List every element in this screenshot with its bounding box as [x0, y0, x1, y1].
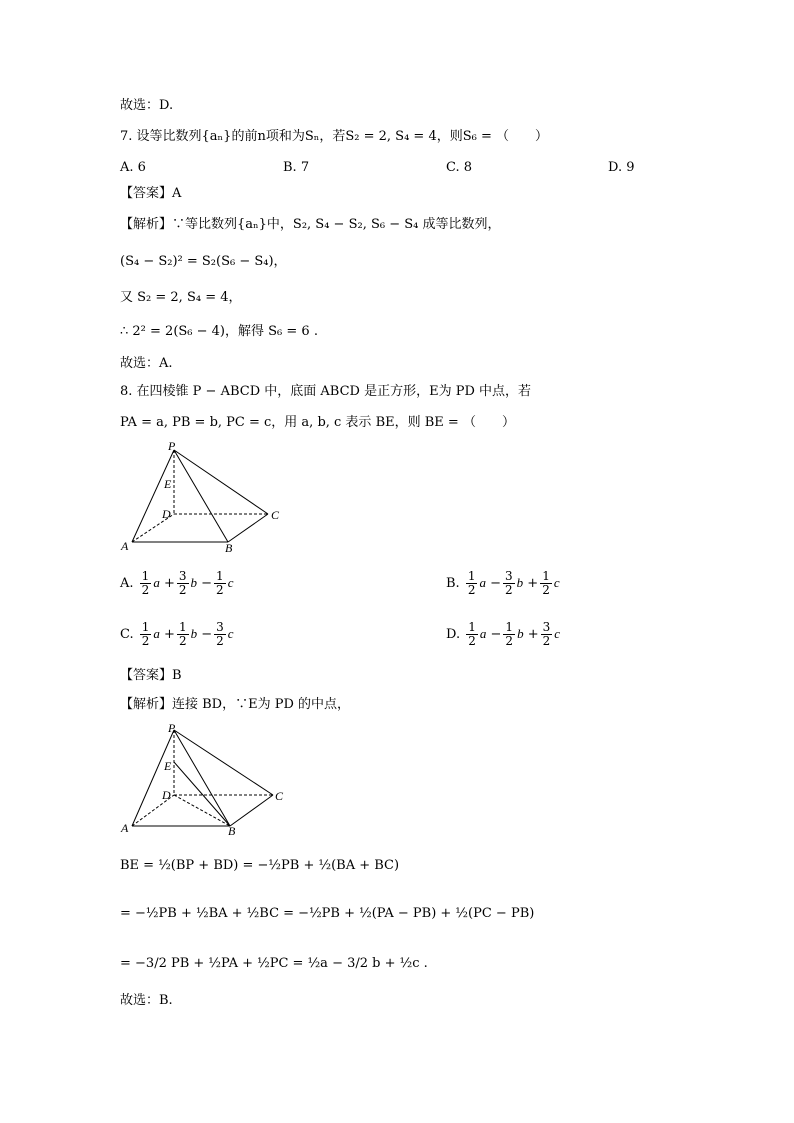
q8-stem-2: PA = a, PB = b, PC = c，用 a, b, c 表示 BE，则 BE = （ ）: [120, 415, 515, 430]
q8-analysis-1: 【解析】连接 BD，∵E为 PD 的中点，: [120, 697, 351, 712]
label-c: C: [271, 508, 280, 522]
coef-frac: $\frac{1}{2}$: [216, 569, 224, 597]
label-c: C: [275, 789, 284, 803]
q8-answer: 【答案】B: [120, 668, 182, 683]
q8-option-b: B. $\frac{1}{2}$ a − $\frac{3}{2}$ b + $\frac{1}{2}$ c: [446, 569, 560, 597]
label-e: E: [164, 477, 172, 491]
q8-eq-3: = −3/2 PB + ½PA + ½PC = ½a − 3/2 b + ½c .: [120, 956, 428, 971]
q7-analysis-1: 【解析】∵等比数列{aₙ}中，S₂, S₄ − S₂, S₆ − S₄ 成等比数列，: [120, 217, 501, 232]
q7-answer: 【答案】A: [120, 186, 182, 201]
q8-stem-1: 8. 在四棱锥 P − ABCD 中，底面 ABCD 是正方形，E为 PD 中点，若: [120, 384, 531, 399]
q8-choice: 故选：B.: [120, 993, 173, 1008]
label-e: E: [164, 759, 172, 773]
option-label: A.: [120, 576, 134, 591]
q8-option-d: D. $\frac{1}{2}$ a − $\frac{1}{2}$ b + $\frac{3}{2}$ c: [446, 620, 561, 648]
q7-analysis-2: (S₄ − S₂)² = S₂(S₆ − S₄)，: [120, 254, 287, 269]
label-d: D: [162, 507, 171, 521]
q8-eq-1: BE = ½(BP + BD) = −½PB + ½(BA + BC): [120, 858, 400, 873]
q8-eq-2: = −½PB + ½BA + ½BC = −½PB + ½(PA − PB) + ½(PC − PB): [120, 906, 535, 921]
label-p: P: [168, 722, 176, 735]
pyramid-figure: [118, 442, 288, 557]
coef-frac: $\frac{1}{2}$: [141, 569, 150, 597]
q7-option-d: D. 9: [608, 160, 635, 175]
q7-choice: 故选：A.: [120, 356, 173, 371]
q8-option-a: A. $\frac{1}{2}$ a + $\frac{3}{2}$ b − $\frac{1}{2}$ c: [120, 569, 234, 597]
q7-analysis-4: ∴ 2² = 2(S₆ − 4)，解得 S₆ = 6 .: [120, 324, 318, 339]
q7-option-a: A. 6: [120, 160, 146, 175]
q6-choice: 故选：D.: [120, 98, 174, 113]
label-p: P: [168, 442, 176, 453]
label-a: A: [121, 539, 129, 553]
label-a: A: [121, 821, 129, 835]
q7-option-c: C. 8: [446, 160, 473, 175]
coef-frac: $\frac{3}{2}$: [178, 569, 187, 597]
q7-analysis-3: 又 S₂ = 2, S₄ = 4，: [120, 290, 242, 305]
label-b: B: [228, 824, 236, 837]
q7-option-b: B. 7: [283, 160, 310, 175]
q7-stem: 7. 设等比数列{aₙ}的前n项和为Sₙ，若S₂ = 2, S₄ = 4，则S₆ = （ ）: [120, 129, 548, 144]
q8-option-c: C. $\frac{1}{2}$ a + $\frac{1}{2}$ b − $\frac{3}{2}$ c: [120, 620, 234, 648]
label-b: B: [225, 541, 233, 555]
label-d: D: [162, 788, 171, 802]
pyramid-figure-2: [118, 722, 293, 837]
